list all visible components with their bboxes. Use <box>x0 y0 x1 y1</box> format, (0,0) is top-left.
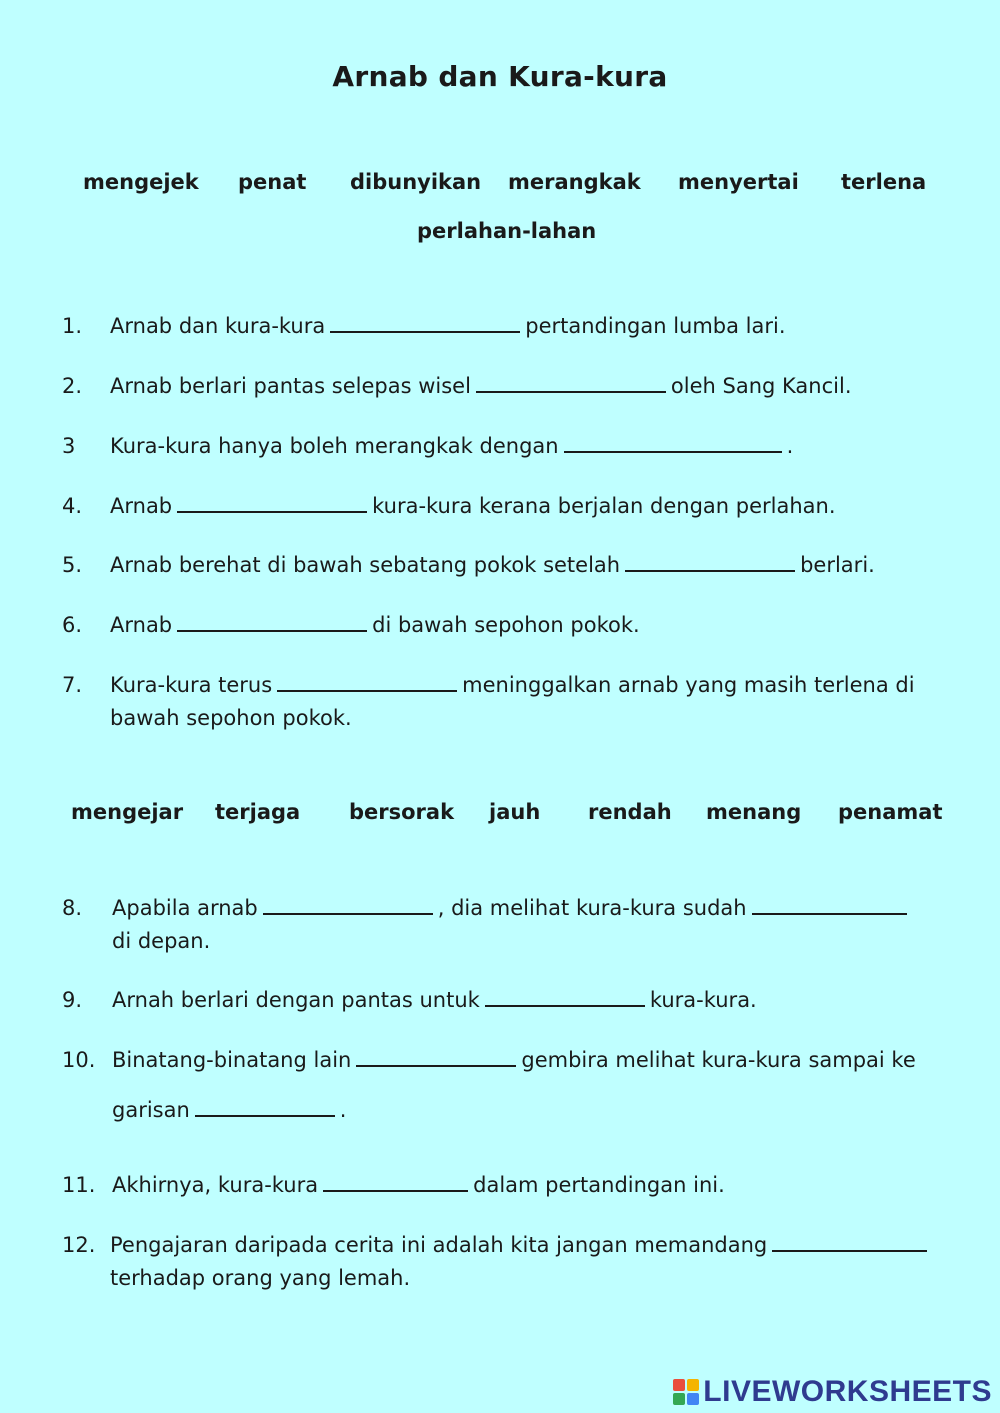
answer-blank[interactable] <box>625 552 795 572</box>
answer-blank[interactable] <box>752 895 907 915</box>
word-bank-item: merangkak <box>508 170 641 194</box>
word-bank-item: mengejar <box>71 800 184 824</box>
word-bank-item: terlena <box>841 170 927 194</box>
answer-blank[interactable] <box>476 373 666 393</box>
word-bank-item: rendah <box>588 800 672 824</box>
question-8: Apabila arnab , dia melihat kura-kura sudah <box>112 892 912 925</box>
question-9: Arnah berlari dengan pantas untuk kura-kura. <box>112 988 757 1012</box>
word-bank-item: penamat <box>838 800 943 824</box>
question-11: Akhirnya, kura-kura dalam pertandingan ini. <box>112 1173 725 1197</box>
answer-blank[interactable] <box>330 313 520 333</box>
answer-blank[interactable] <box>195 1097 335 1117</box>
logo-square <box>687 1379 699 1391</box>
logo-square <box>687 1393 699 1405</box>
question-number: 9. <box>62 988 83 1012</box>
liveworksheets-logo <box>673 1375 992 1409</box>
question-1: Arnab dan kura-kura pertandingan lumba lari. <box>110 314 786 338</box>
word-bank-item: penat <box>238 170 307 194</box>
question-number: 4. <box>62 494 83 518</box>
word-bank-item: perlahan-lahan <box>417 219 597 243</box>
answer-blank[interactable] <box>263 895 433 915</box>
question-2: Arnab berlari pantas selepas wisel oleh Sang Kancil. <box>110 374 852 398</box>
answer-blank[interactable] <box>772 1232 927 1252</box>
question-7-continued: bawah sepohon pokok. <box>110 706 352 730</box>
question-number: 5. <box>62 553 83 577</box>
answer-blank[interactable] <box>177 493 367 513</box>
question-10: Binatang-binatang lain gembira melihat kura-kura sampai ke <box>112 1048 916 1072</box>
question-5: Arnab berehat di bawah sebatang pokok setelah berlari. <box>110 553 875 577</box>
word-bank-item: mengejek <box>83 170 199 194</box>
question-4: Arnab kura-kura kerana berjalan dengan perlahan. <box>110 494 836 518</box>
brand-text: LIVEWORKSHEETS <box>703 1375 992 1408</box>
question-12-continued: terhadap orang yang lemah. <box>110 1266 411 1290</box>
question-number: 2. <box>62 374 83 398</box>
word-bank-item: terjaga <box>215 800 301 824</box>
question-number: 11. <box>62 1173 96 1197</box>
question-6: Arnab di bawah sepohon pokok. <box>110 613 640 637</box>
question-number: 1. <box>62 314 83 338</box>
answer-blank[interactable] <box>356 1047 516 1067</box>
word-bank-item: dibunyikan <box>350 170 482 194</box>
question-number: 8. <box>62 896 83 920</box>
answer-blank[interactable] <box>485 987 645 1007</box>
word-bank-item: menang <box>706 800 802 824</box>
logo-square <box>673 1393 685 1405</box>
word-bank-item: menyertai <box>678 170 799 194</box>
answer-blank[interactable] <box>177 612 367 632</box>
question-number: 12. <box>62 1233 96 1257</box>
question-10-continued: garisan . <box>112 1098 347 1122</box>
question-number: 7. <box>62 673 83 697</box>
question-8-continued: di depan. <box>112 929 211 953</box>
question-3: Kura-kura hanya boleh merangkak dengan . <box>110 434 794 458</box>
logo-square <box>673 1379 685 1391</box>
word-bank-item: jauh <box>489 800 541 824</box>
question-number: 3 <box>62 434 76 458</box>
question-12: Pengajaran daripada cerita ini adalah kita jangan memandang <box>110 1229 932 1262</box>
question-number: 6. <box>62 613 83 637</box>
question-7: Kura-kura terus meninggalkan arnab yang masih terlena di <box>110 673 915 697</box>
question-number: 10. <box>62 1048 96 1072</box>
worksheet-title: Arnab dan Kura-kura <box>332 60 668 93</box>
liveworksheets-icon <box>673 1379 699 1405</box>
answer-blank[interactable] <box>564 433 782 453</box>
answer-blank[interactable] <box>277 672 457 692</box>
answer-blank[interactable] <box>323 1172 468 1192</box>
word-bank-item: bersorak <box>349 800 455 824</box>
